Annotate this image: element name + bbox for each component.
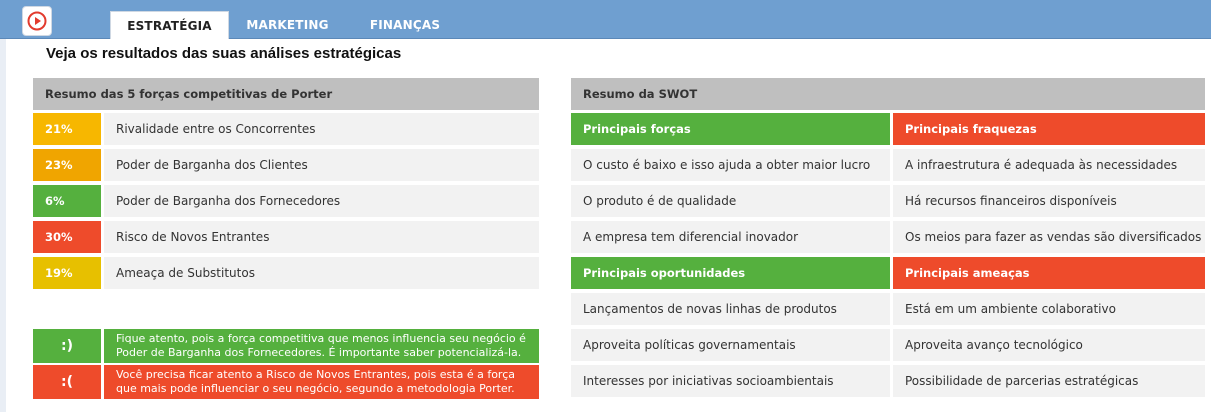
porter-force-label: Risco de Novos Entrantes: [104, 221, 539, 253]
swot-threat-item: Possibilidade de parcerias estratégicas: [893, 365, 1205, 397]
swot-opportunities-title: Principais oportunidades: [571, 257, 890, 289]
swot-threat-item: Está em um ambiente colaborativo: [893, 293, 1205, 325]
porter-force-label: Rivalidade entre os Concorrentes: [104, 113, 539, 145]
porter-force-label: Ameaça de Substitutos: [104, 257, 539, 289]
swot-weaknesses-title: Principais fraquezas: [893, 113, 1205, 145]
swot-opportunity-item: Aproveita políticas governamentais: [571, 329, 890, 361]
window-left-edge: [0, 0, 6, 412]
swot-threat-item: Aproveita avanço tecnológico: [893, 329, 1205, 361]
swot-weakness-item: Há recursos financeiros disponíveis: [893, 185, 1205, 217]
porter-message-negative: Você precisa ficar atento a Risco de Novos Entrantes, pois esta é a força que mais pode influenciar o seu negócio, segundo a metodologia Porter.: [104, 365, 539, 399]
swot-strength-item: O produto é de qualidade: [571, 185, 890, 217]
tab-financas[interactable]: FINANÇAS: [369, 17, 441, 32]
porter-percentage: 21%: [33, 113, 101, 145]
porter-force-label: Poder de Barganha dos Clientes: [104, 149, 539, 181]
swot-weakness-item: Os meios para fazer as vendas são diversificados: [893, 221, 1205, 253]
swot-strengths-title: Principais forças: [571, 113, 890, 145]
porter-header: Resumo das 5 forças competitivas de Porter: [33, 78, 539, 110]
swot-header: Resumo da SWOT: [571, 78, 1205, 110]
swot-weakness-item: A infraestrutura é adequada às necessidades: [893, 149, 1205, 181]
porter-percentage: 19%: [33, 257, 101, 289]
porter-percentage: 30%: [33, 221, 101, 253]
porter-message-positive: Fique atento, pois a força competitiva que menos influencia seu negócio é Poder de Barganha dos Fornecedores. É importante saber potencializá-la.: [104, 329, 539, 363]
swot-strength-item: A empresa tem diferencial inovador: [571, 221, 890, 253]
page-title: Veja os resultados das suas análises estratégicas: [46, 45, 402, 62]
smile-icon: :): [33, 329, 101, 363]
porter-percentage: 6%: [33, 185, 101, 217]
swot-strength-item: O custo é baixo e isso ajuda a obter maior lucro: [571, 149, 890, 181]
swot-threats-title: Principais ameaças: [893, 257, 1205, 289]
play-circle-icon[interactable]: [22, 6, 52, 36]
porter-percentage: 23%: [33, 149, 101, 181]
tab-estrategia[interactable]: ESTRATÉGIA: [110, 11, 229, 39]
frown-icon: :(: [33, 365, 101, 399]
tab-marketing[interactable]: MARKETING: [246, 17, 329, 32]
swot-opportunity-item: Lançamentos de novas linhas de produtos: [571, 293, 890, 325]
porter-force-label: Poder de Barganha dos Fornecedores: [104, 185, 539, 217]
top-navigation-bar: [0, 0, 1211, 39]
swot-opportunity-item: Interesses por iniciativas socioambientais: [571, 365, 890, 397]
